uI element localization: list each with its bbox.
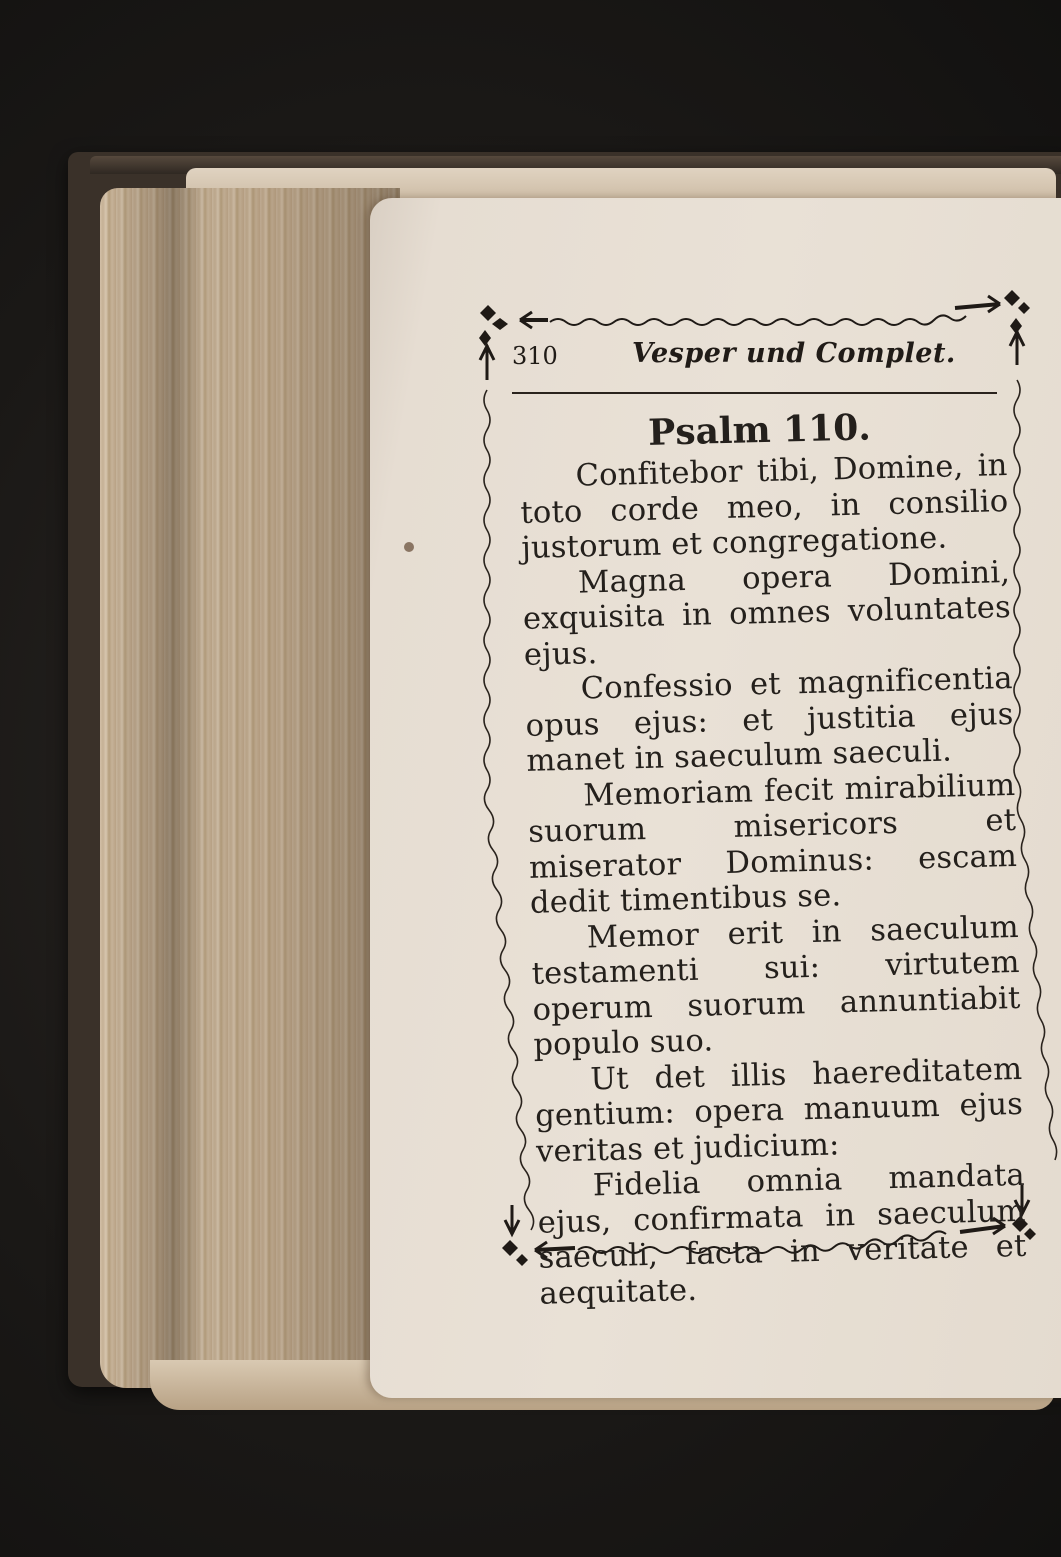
verse: Memoriam fecit mirabilium suorum misericors et miserator Dominus: escam dedit timentibus se. (527, 767, 1018, 921)
page-number: 310 (512, 342, 558, 370)
verse: Memor erit in saeculum testamenti sui: virtutem operum suorum annuntiabit populo suo. (531, 909, 1021, 1063)
header-rule (512, 392, 997, 394)
running-head-title: Vesper und Complet. (632, 338, 956, 369)
verse: Confessio et magnificentia opus ejus: et justitia ejus manet in saeculum saeculi. (525, 660, 1014, 779)
verse: Confitebor tibi, Domine, in toto corde meo, in consilio justorum et congregatione. (520, 448, 1009, 566)
running-head (512, 338, 997, 378)
verse: Magna opera Domini, exquisita in omnes voluntates ejus. (522, 554, 1012, 673)
psalm-text (518, 400, 1028, 1312)
verse: Fidelia omnia mandata ejus, confirmata in saeculum saeculi, facta in veritate et aequitate. (537, 1157, 1027, 1312)
verse: Ut det illis haereditatem gentium: opera manuum ejus veritas et judicium: (534, 1051, 1024, 1170)
psalm-title: Psalm 110. (647, 406, 872, 454)
